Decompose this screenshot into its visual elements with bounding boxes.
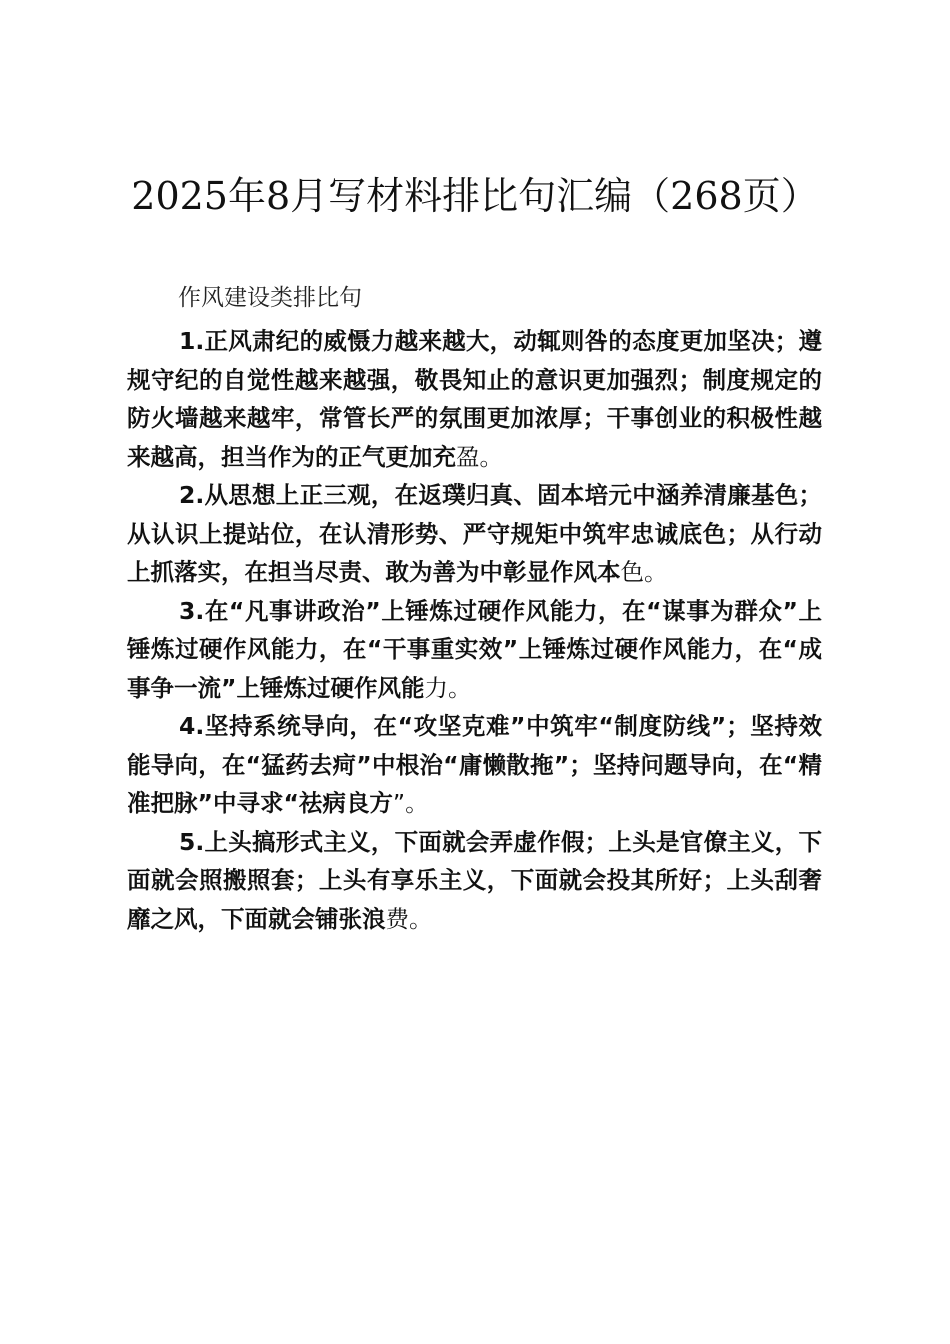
paragraph-2-text: 2.从思想上正三观，在返璞归真、固本培元中涵养清廉基色；从认识上提站位，在认清形势、严守规矩中筑牢忠诚底色；从行动上抓落实，在担当尽责、敢为善为中彰显作风本 — [127, 481, 822, 586]
document-body — [127, 322, 822, 938]
paragraph-4-tail: ”。 — [392, 789, 429, 817]
section-heading: 作风建设类排比句 — [178, 285, 362, 311]
paragraph-5-tail: 费。 — [385, 904, 433, 933]
paragraph-4 — [127, 707, 822, 823]
paragraph-3 — [127, 592, 822, 708]
paragraph-2 — [127, 476, 822, 592]
paragraph-1-tail: 盈。 — [456, 442, 503, 471]
document-title: 2025年8月写材料排比句汇编（268页） — [131, 174, 819, 218]
paragraph-4-text: 4.坚持系统导向，在“攻坚克难”中筑牢“制度防线”；坚持效能导向，在“猛药去疴”中根治“庸懒散拖”；坚持问题导向，在“精准把脉”中寻求“祛病良方 — [127, 712, 822, 817]
paragraph-5 — [127, 823, 822, 939]
paragraph-1 — [127, 322, 822, 476]
paragraph-1-text: 1.正风肃纪的威慑力越来越大，动辄则咎的态度更加坚决；遵规守纪的自觉性越来越强，敬畏知止的意识更加强烈；制度规定的防火墙越来越牢，常管长严的氛围更加浓厚；干事创业的积极性越来越高，担当作为的正气更加充 — [127, 327, 822, 471]
paragraph-5-text: 5.上头搞形式主义，下面就会弄虚作假；上头是官僚主义，下面就会照搬照套；上头有享乐主义，下面就会投其所好；上头刮奢靡之风，下面就会铺张浪 — [127, 827, 822, 933]
paragraph-2-tail: 色。 — [620, 558, 668, 586]
paragraph-3-text: 3.在“凡事讲政治”上锤炼过硬作风能力，在“谋事为群众”上锤炼过硬作风能力，在“干事重实效”上锤炼过硬作风能力，在“成事争一流”上锤炼过硬作风能 — [127, 596, 822, 702]
paragraph-3-tail: 力。 — [424, 673, 472, 702]
